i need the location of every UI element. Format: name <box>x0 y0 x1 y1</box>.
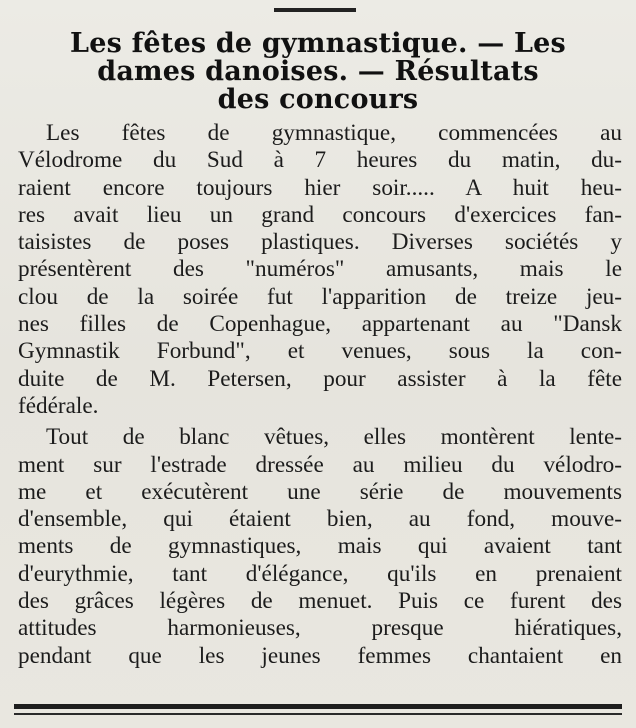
text-line: taisistes de poses plastiques. Diverses sociétés y <box>18 229 622 256</box>
article-body <box>18 120 622 670</box>
text-line: présentèrent des "numéros" amusants, mais le <box>18 256 622 283</box>
text-line: Tout de blanc vêtues, elles montèrent lente- <box>46 424 622 451</box>
text-line: res avait lieu un grand concours d'exercices fan- <box>18 201 622 228</box>
headline-line-3: des concours <box>217 84 419 115</box>
text-line: fédérale. <box>18 392 99 419</box>
bottom-rule <box>14 704 622 715</box>
text-line: duite de M. Petersen, pour assister à la fête <box>18 365 622 392</box>
text-line: d'eurythmie, tant d'élégance, qu'ils en prenaient <box>18 560 622 587</box>
text-line: ments de gymnastiques, mais qui avaient tant <box>18 533 622 560</box>
top-rule <box>274 8 356 12</box>
paragraph-1 <box>18 120 622 420</box>
headline <box>14 30 622 114</box>
headline-line-1: Les fêtes de gymnastique. — Les <box>70 28 566 59</box>
text-line: Vélodrome du Sud à 7 heures du matin, du- <box>18 147 622 174</box>
text-line: ment sur l'estrade dressée au milieu du vélodro- <box>18 451 622 478</box>
text-line: d'ensemble, qui étaient bien, au fond, mouve- <box>18 506 622 533</box>
text-line: des grâces légères de menuet. Puis ce furent des <box>18 588 622 615</box>
text-line: nes filles de Copenhague, appartenant au "Dansk <box>18 311 622 338</box>
text-line: attitudes harmonieuses, presque hiératiques, <box>18 615 622 642</box>
bottom-rule-thin <box>14 713 622 715</box>
text-line: me et exécutèrent une série de mouvements <box>18 478 622 505</box>
paragraph-2 <box>18 424 622 670</box>
text-line: raient encore toujours hier soir..... A huit heu- <box>18 174 622 201</box>
text-line: clou de la soirée fut l'apparition de treize jeu- <box>18 283 622 310</box>
bottom-rule-thick <box>14 704 622 709</box>
text-line: Les fêtes de gymnastique, commencées au <box>46 120 622 146</box>
headline-line-2: dames danoises. — Résultats <box>97 56 539 87</box>
text-line: Gymnastik Forbund", et venues, sous la con- <box>18 338 622 365</box>
text-line: pendant que les jeunes femmes chantaient en <box>18 642 622 669</box>
